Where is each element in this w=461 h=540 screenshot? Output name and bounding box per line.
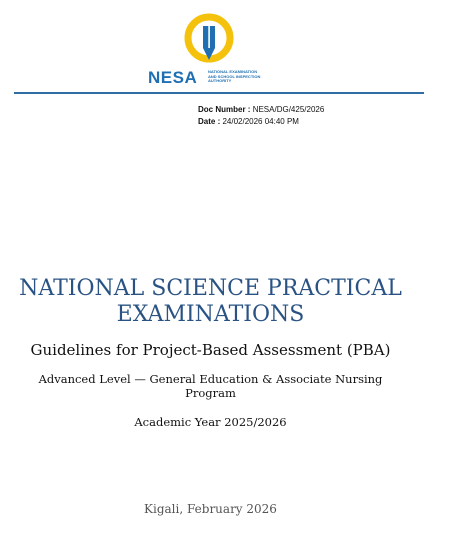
doc-number-label: Doc Number : — [198, 105, 251, 114]
date-label: Date : — [198, 117, 221, 126]
document-subtitle: Guidelines for Project-Based Assessment (PBA) — [30, 341, 391, 359]
logo-subtitle: NATIONAL EXAMINATION AND SCHOOL INSPECTION AUTHORITY — [208, 69, 261, 84]
academic-year: Academic Year 2025/2026 — [134, 415, 287, 429]
header-divider — [14, 92, 424, 94]
date-value: 24/02/2026 04:40 PM — [222, 117, 299, 126]
nesa-emblem-icon — [148, 12, 278, 70]
doc-number-value: NESA/DG/425/2026 — [252, 105, 325, 114]
program-level: Advanced Level — General Education & Associate Nursing Program — [38, 372, 383, 400]
document-title: NATIONAL SCIENCE PRACTICAL EXAMINATIONS — [19, 276, 402, 327]
logo-wordmark: NESA — [148, 68, 198, 87]
document-meta — [198, 104, 324, 128]
doc-number-row — [198, 104, 324, 116]
nesa-logo — [148, 12, 278, 86]
date-row — [198, 116, 324, 128]
place-and-date: Kigali, February 2026 — [144, 502, 277, 516]
